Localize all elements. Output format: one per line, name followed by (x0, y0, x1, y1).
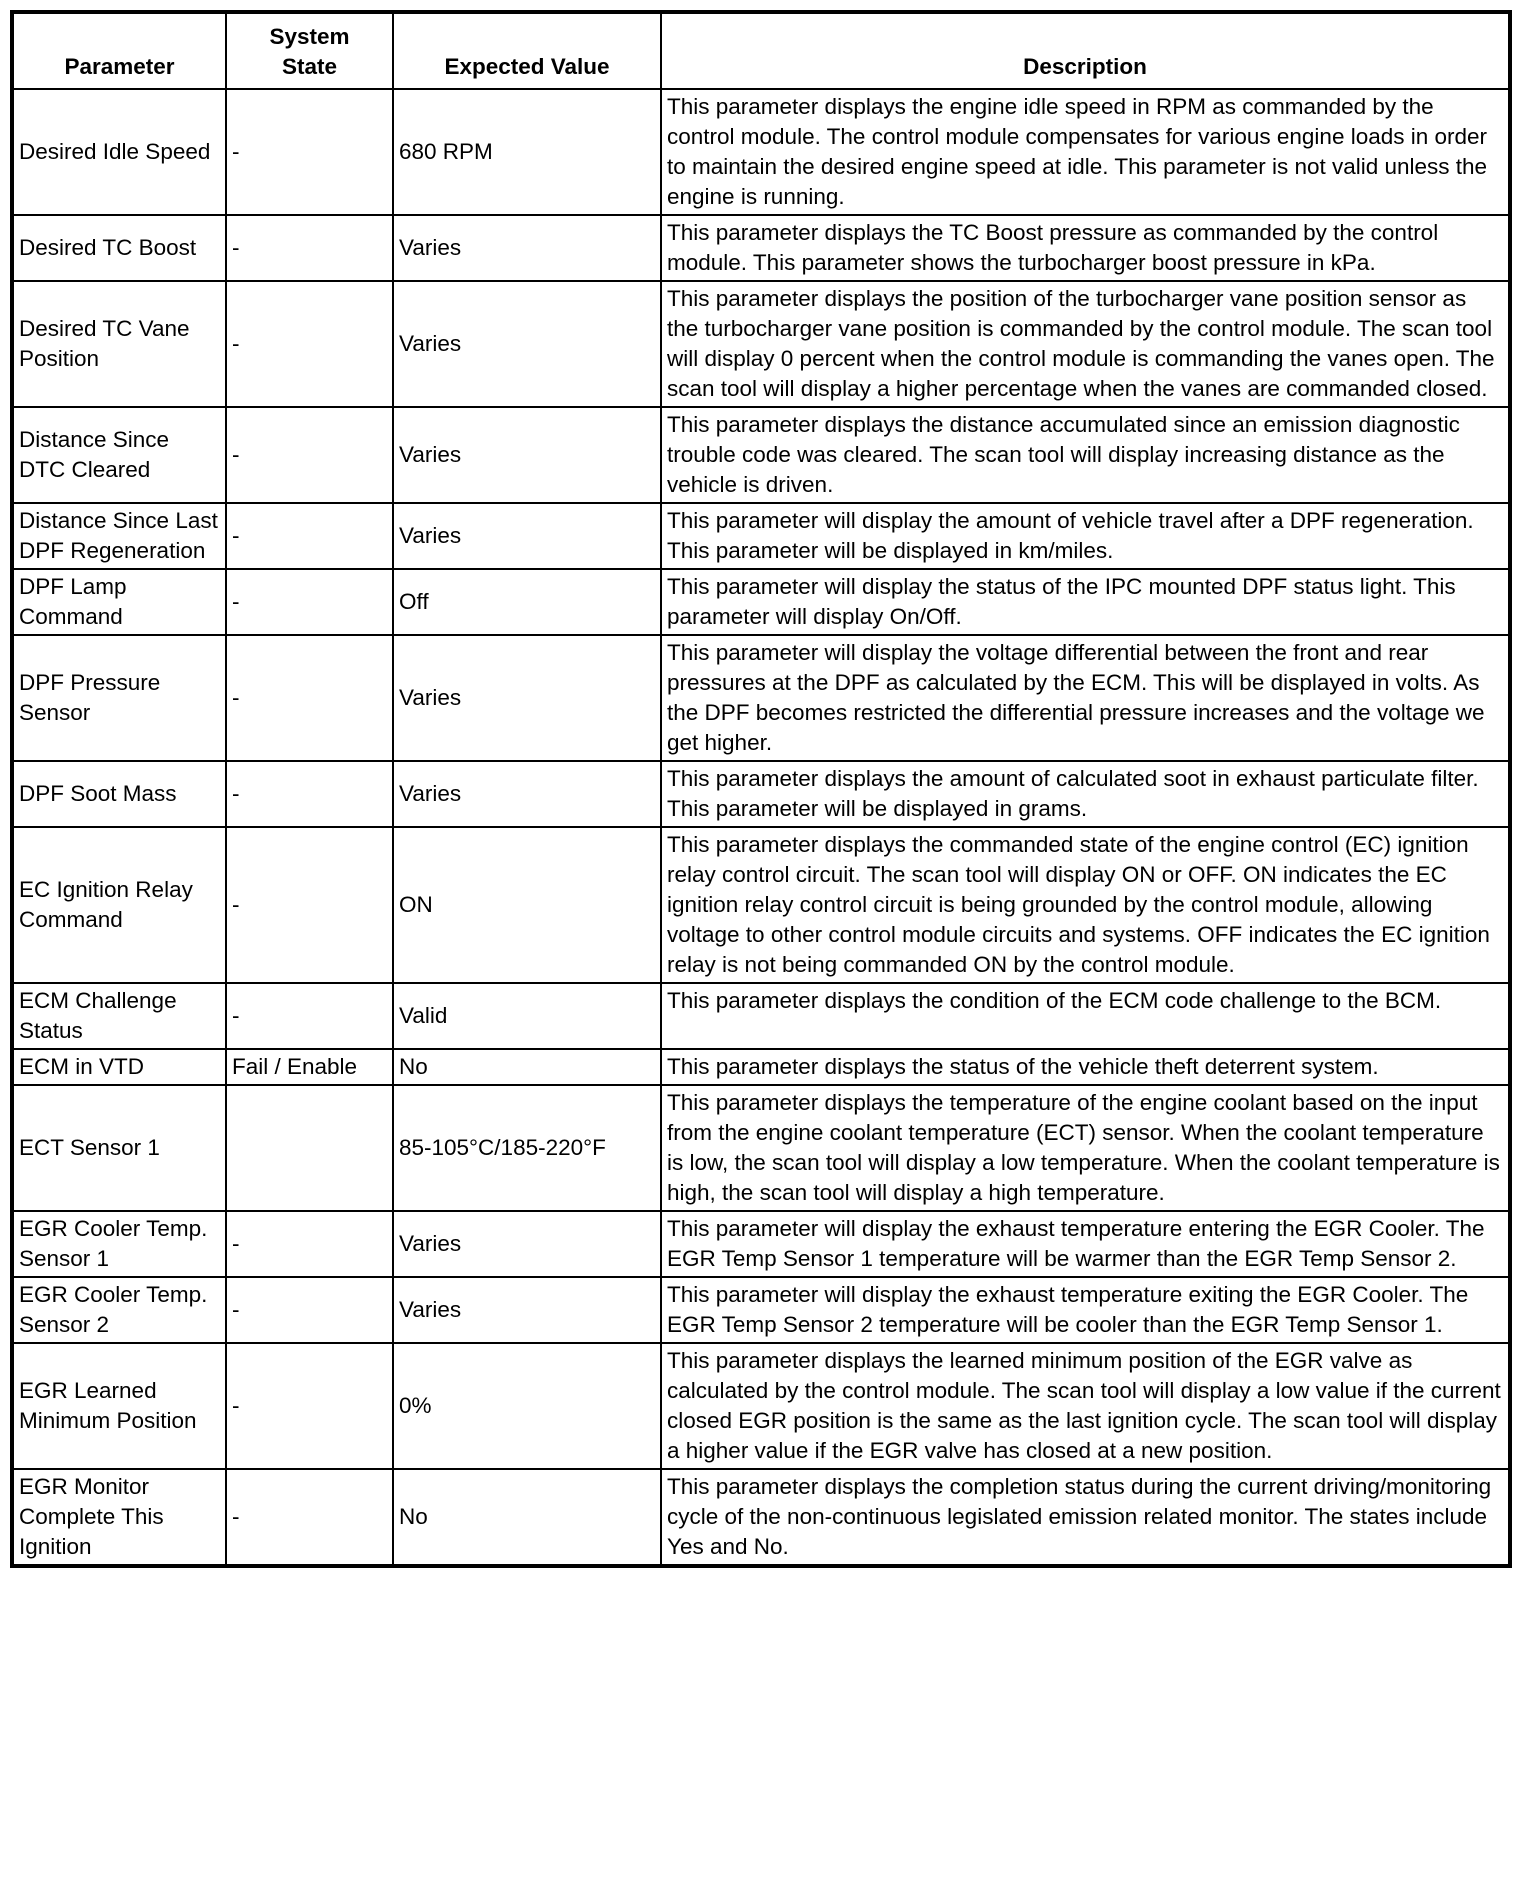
header-row (12, 12, 1510, 89)
system-state-cell: - (226, 1469, 393, 1566)
expected-value-cell: Varies (393, 761, 661, 827)
expected-value-cell: No (393, 1049, 661, 1085)
parameter-cell: ECM in VTD (12, 1049, 226, 1085)
table-row (12, 1469, 1510, 1566)
parameter-cell: Distance Since Last DPF Regeneration (12, 503, 226, 569)
parameter-cell: EGR Learned Minimum Position (12, 1343, 226, 1469)
parameter-cell: Desired Idle Speed (12, 89, 226, 215)
table-row (12, 1211, 1510, 1277)
system-state-cell: - (226, 569, 393, 635)
description-cell: This parameter displays the position of the turbocharger vane position sensor as the turbocharger vane position is commanded by the control module. The scan tool will display 0 percent when the control module is commanding the vanes open. The scan tool will display a higher percentage when the vanes are commanded closed. (661, 281, 1510, 407)
parameter-cell: EGR Monitor Complete This Ignition (12, 1469, 226, 1566)
expected-value-cell: No (393, 1469, 661, 1566)
table-row (12, 1085, 1510, 1211)
system-state-cell: - (226, 983, 393, 1049)
description-cell: This parameter displays the learned minimum position of the EGR valve as calculated by the control module. The scan tool will display a low value if the current closed EGR position is the same as the last ignition cycle. The scan tool will display a higher value if the EGR valve has closed at a new position. (661, 1343, 1510, 1469)
table-row (12, 1277, 1510, 1343)
system-state-cell: - (226, 281, 393, 407)
table-row (12, 407, 1510, 503)
expected-value-cell: Varies (393, 1211, 661, 1277)
parameter-table-container (10, 10, 1508, 1568)
expected-value-cell: Varies (393, 635, 661, 761)
parameter-cell: ECM Challenge Status (12, 983, 226, 1049)
parameter-cell: Desired TC Boost (12, 215, 226, 281)
table-body (12, 89, 1510, 1566)
system-state-cell: - (226, 635, 393, 761)
header-system-state: System State (226, 12, 393, 89)
expected-value-cell: 0% (393, 1343, 661, 1469)
system-state-cell: - (226, 761, 393, 827)
expected-value-cell: Varies (393, 1277, 661, 1343)
description-cell: This parameter displays the commanded state of the engine control (EC) ignition relay control circuit. The scan tool will display ON or OFF. ON indicates the EC ignition relay control circuit is being grounded by the control module, allowing voltage to other control module circuits and systems. OFF indicates the EC ignition relay is not being commanded ON by the control module. (661, 827, 1510, 983)
description-cell: This parameter displays the temperature of the engine coolant based on the input from the engine coolant temperature (ECT) sensor. When the coolant temperature is low, the scan tool will display a low temperature. When the coolant temperature is high, the scan tool will display a high temperature. (661, 1085, 1510, 1211)
parameter-cell: ECT Sensor 1 (12, 1085, 226, 1211)
header-expected-value: Expected Value (393, 12, 661, 89)
table-row (12, 983, 1510, 1049)
parameter-cell: DPF Pressure Sensor (12, 635, 226, 761)
expected-value-cell: Varies (393, 215, 661, 281)
table-row (12, 281, 1510, 407)
expected-value-cell: Valid (393, 983, 661, 1049)
parameter-cell: DPF Lamp Command (12, 569, 226, 635)
expected-value-cell: 680 RPM (393, 89, 661, 215)
table-row (12, 635, 1510, 761)
description-cell: This parameter will display the status of the IPC mounted DPF status light. This parameter will display On/Off. (661, 569, 1510, 635)
parameter-cell: Desired TC Vane Position (12, 281, 226, 407)
description-cell: This parameter displays the TC Boost pressure as commanded by the control module. This parameter shows the turbocharger boost pressure in kPa. (661, 215, 1510, 281)
table-row (12, 761, 1510, 827)
parameter-table (10, 10, 1512, 1568)
expected-value-cell: 85-105°C/185-220°F (393, 1085, 661, 1211)
system-state-cell: - (226, 1343, 393, 1469)
system-state-cell: - (226, 215, 393, 281)
system-state-cell: Fail / Enable (226, 1049, 393, 1085)
parameter-cell: EC Ignition Relay Command (12, 827, 226, 983)
table-row (12, 1343, 1510, 1469)
expected-value-cell: Varies (393, 503, 661, 569)
system-state-cell: - (226, 89, 393, 215)
parameter-cell: Distance Since DTC Cleared (12, 407, 226, 503)
description-cell: This parameter displays the engine idle speed in RPM as commanded by the control module. The control module compensates for various engine loads in order to maintain the desired engine speed at idle. This parameter is not valid unless the engine is running. (661, 89, 1510, 215)
system-state-cell: - (226, 1211, 393, 1277)
description-cell: This parameter displays the completion status during the current driving/monitoring cycle of the non-continuous legislated emission related monitor. The states include Yes and No. (661, 1469, 1510, 1566)
description-cell: This parameter displays the status of the vehicle theft deterrent system. (661, 1049, 1510, 1085)
description-cell: This parameter will display the amount of vehicle travel after a DPF regeneration. This parameter will be displayed in km/miles. (661, 503, 1510, 569)
system-state-cell: - (226, 1277, 393, 1343)
header-parameter: Parameter (12, 12, 226, 89)
table-row (12, 503, 1510, 569)
description-cell: This parameter will display the exhaust temperature exiting the EGR Cooler. The EGR Temp Sensor 2 temperature will be cooler than the EGR Temp Sensor 1. (661, 1277, 1510, 1343)
parameter-cell: EGR Cooler Temp. Sensor 1 (12, 1211, 226, 1277)
description-cell: This parameter displays the condition of the ECM code challenge to the BCM. (661, 983, 1510, 1049)
system-state-cell: - (226, 827, 393, 983)
system-state-cell: - (226, 407, 393, 503)
table-row (12, 89, 1510, 215)
expected-value-cell: ON (393, 827, 661, 983)
parameter-cell: DPF Soot Mass (12, 761, 226, 827)
expected-value-cell: Varies (393, 407, 661, 503)
parameter-cell: EGR Cooler Temp. Sensor 2 (12, 1277, 226, 1343)
table-row (12, 569, 1510, 635)
system-state-cell (226, 1085, 393, 1211)
expected-value-cell: Off (393, 569, 661, 635)
table-row (12, 1049, 1510, 1085)
system-state-cell: - (226, 503, 393, 569)
description-cell: This parameter will display the exhaust temperature entering the EGR Cooler. The EGR Temp Sensor 1 temperature will be warmer than the EGR Temp Sensor 2. (661, 1211, 1510, 1277)
table-row (12, 827, 1510, 983)
expected-value-cell: Varies (393, 281, 661, 407)
description-cell: This parameter displays the amount of calculated soot in exhaust particulate filter. This parameter will be displayed in grams. (661, 761, 1510, 827)
description-cell: This parameter will display the voltage differential between the front and rear pressures at the DPF as calculated by the ECM. This will be displayed in volts. As the DPF becomes restricted the differential pressure increases and the voltage we get higher. (661, 635, 1510, 761)
table-row (12, 215, 1510, 281)
header-description: Description (661, 12, 1510, 89)
description-cell: This parameter displays the distance accumulated since an emission diagnostic trouble code was cleared. The scan tool will display increasing distance as the vehicle is driven. (661, 407, 1510, 503)
